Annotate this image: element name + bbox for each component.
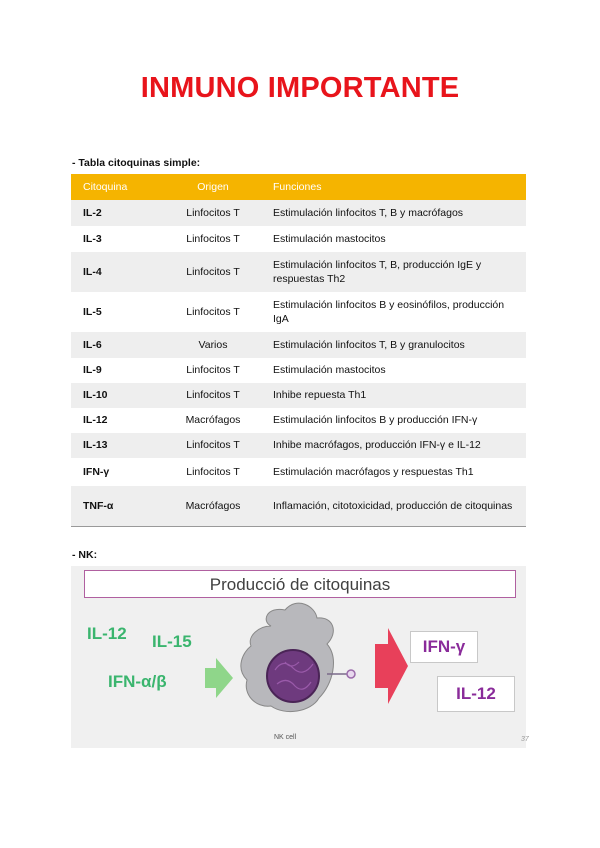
table-row	[71, 358, 526, 383]
input-cytokine-label: IL-12	[87, 624, 127, 643]
granule-icon	[347, 670, 355, 678]
nk-cytokine-figure	[71, 566, 529, 748]
input-arrow-icon	[205, 658, 233, 698]
page-title: INMUNO IMPORTANTE	[140, 72, 460, 104]
origin-cell: Linfocitos T	[165, 358, 261, 383]
cytokine-cell: IL-10	[71, 383, 165, 408]
origin-cell: Varios	[165, 332, 261, 358]
table-row	[71, 458, 526, 486]
output-cytokine-box	[410, 631, 478, 663]
cytokine-cell: IL-13	[71, 433, 165, 458]
origin-cell: Macrófagos	[165, 486, 261, 526]
table-section-label: - Tabla citoquinas simple:	[72, 157, 201, 169]
output-arrow-icon	[375, 628, 408, 704]
cytokine-cell: IL-3	[71, 226, 165, 252]
output-cytokine-label: IL-12	[456, 684, 496, 703]
cytokine-cell: IL-6	[71, 332, 165, 358]
table-row	[71, 200, 526, 226]
cytokine-cell: IFN-γ	[71, 458, 165, 486]
table-row	[71, 486, 526, 526]
table-row	[71, 408, 526, 433]
function-cell: Estimulación linfocitos T, B y granulocitos	[261, 332, 526, 358]
function-cell: Inhibe repuesta Th1	[261, 383, 526, 408]
header-origin: Origen	[165, 174, 261, 200]
header-functions: Funciones	[261, 174, 526, 200]
cytokine-cell: IL-9	[71, 358, 165, 383]
table-header-row	[71, 174, 526, 200]
cytokine-cell: TNF-α	[71, 486, 165, 526]
table-row	[71, 252, 526, 292]
input-cytokine-label: IFN-α/β	[108, 672, 167, 691]
function-cell: Estimulación mastocitos	[261, 226, 526, 252]
output-cytokine-label: IFN-γ	[422, 637, 466, 656]
slide-number: 37	[521, 736, 529, 743]
table-row	[71, 292, 526, 332]
function-cell: Estimulación macrófagos y respuestas Th1	[261, 458, 526, 486]
header-cytokine: Citoquina	[71, 174, 165, 200]
cytokine-cell: IL-12	[71, 408, 165, 433]
output-cytokine-box	[437, 676, 515, 712]
input-cytokine-label: IL-15	[152, 632, 192, 651]
table-row	[71, 383, 526, 408]
origin-cell: Linfocitos T	[165, 292, 261, 332]
origin-cell: Macrófagos	[165, 408, 261, 433]
nk-figure-header: Producció de citoquinas	[84, 570, 516, 598]
cell-caption: NK cell	[274, 734, 297, 741]
cytokine-cell: IL-4	[71, 252, 165, 292]
origin-cell: Linfocitos T	[165, 252, 261, 292]
function-cell: Inhibe macrófagos, producción IFN-γ e IL-12	[261, 433, 526, 458]
nk-section-label: - NK:	[72, 549, 98, 561]
origin-cell: Linfocitos T	[165, 433, 261, 458]
cytokine-cell: IL-5	[71, 292, 165, 332]
table-row	[71, 226, 526, 252]
function-cell: Estimulación linfocitos B y eosinófilos, producción IgA	[261, 292, 526, 332]
origin-cell: Linfocitos T	[165, 383, 261, 408]
function-cell: Estimulación linfocitos T, B, producción IgE y respuestas Th2	[261, 252, 526, 292]
cytokine-table	[71, 174, 526, 527]
function-cell: Inflamación, citotoxicidad, producción de citoquinas	[261, 486, 526, 526]
table-row	[71, 433, 526, 458]
origin-cell: Linfocitos T	[165, 458, 261, 486]
function-cell: Estimulación linfocitos B y producción IFN-γ	[261, 408, 526, 433]
nucleus-icon	[267, 650, 319, 702]
function-cell: Estimulación linfocitos T, B y macrófagos	[261, 200, 526, 226]
origin-cell: Linfocitos T	[165, 226, 261, 252]
function-cell: Estimulación mastocitos	[261, 358, 526, 383]
table-row	[71, 332, 526, 358]
origin-cell: Linfocitos T	[165, 200, 261, 226]
cytokine-cell: IL-2	[71, 200, 165, 226]
